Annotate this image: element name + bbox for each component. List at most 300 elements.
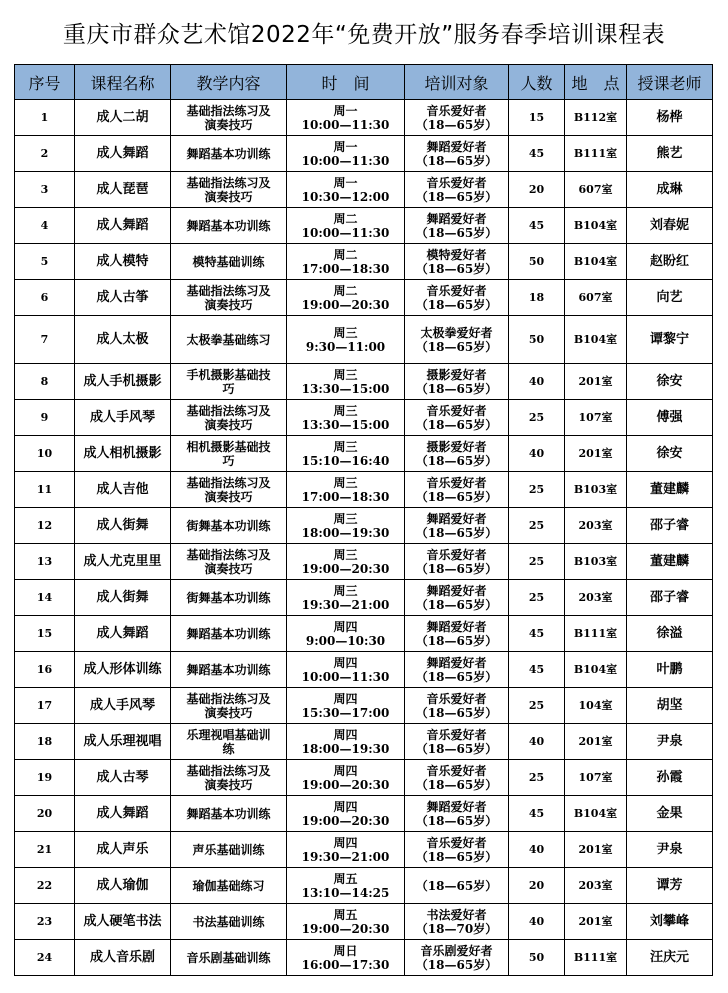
course-name-cell: 成人古筝: [75, 280, 171, 316]
content-line: 瑜伽基础练习: [192, 878, 265, 893]
content-cell: [171, 652, 287, 688]
time-range: 18:00—19:30: [301, 525, 390, 540]
table-row: [15, 724, 713, 760]
header-row: [15, 65, 713, 100]
content-cell: [171, 868, 287, 904]
teacher-cell: 杨桦: [627, 100, 713, 136]
course-name-cell: 成人音乐剧: [75, 940, 171, 976]
time-range: 19:00—20:30: [301, 813, 390, 828]
target-line: （18—65岁）: [415, 117, 498, 132]
row-number-cell: 23: [15, 904, 75, 940]
course-name-cell: 成人手风琴: [75, 400, 171, 436]
count-cell: 20: [509, 868, 565, 904]
content-cell: [171, 208, 287, 244]
weekday: 周三: [333, 583, 358, 598]
row-number-cell: 20: [15, 796, 75, 832]
weekday: 周三: [333, 367, 358, 382]
target-cell: [405, 172, 509, 208]
time-range: 13:30—15:00: [301, 417, 390, 432]
time-cell: [287, 796, 405, 832]
weekday: 周四: [333, 727, 358, 742]
target-line: （18—65岁）: [415, 489, 498, 504]
content-line: 演奏技巧: [204, 417, 253, 432]
place-cell: 107室: [565, 400, 627, 436]
count-cell: 25: [509, 544, 565, 580]
table-row: [15, 652, 713, 688]
target-cell: [405, 940, 509, 976]
weekday: 周五: [333, 871, 358, 886]
target-line: 模特爱好者: [426, 247, 487, 262]
content-cell: [171, 172, 287, 208]
course-name-cell: 成人手机摄影: [75, 364, 171, 400]
target-cell: [405, 208, 509, 244]
count-cell: 50: [509, 940, 565, 976]
target-line: 舞蹈爱好者: [426, 655, 487, 670]
header-place: 地 点: [565, 65, 627, 100]
row-number-cell: 24: [15, 940, 75, 976]
content-cell: [171, 136, 287, 172]
time-cell: [287, 136, 405, 172]
content-line: 巧: [222, 453, 235, 468]
target-line: （18—65岁）: [415, 878, 498, 893]
weekday: 周一: [333, 139, 358, 154]
target-cell: [405, 400, 509, 436]
header-count: 人数: [509, 65, 565, 100]
content-cell: [171, 508, 287, 544]
target-line: 音乐爱好者: [426, 547, 487, 562]
time-range: 19:30—21:00: [301, 597, 390, 612]
header-content: 教学内容: [171, 65, 287, 100]
target-line: （18—65岁）: [415, 339, 498, 354]
teacher-cell: 胡坚: [627, 688, 713, 724]
weekday: 周四: [333, 619, 358, 634]
count-cell: 18: [509, 280, 565, 316]
time-cell: [287, 652, 405, 688]
count-cell: 45: [509, 208, 565, 244]
target-cell: [405, 508, 509, 544]
row-number-cell: 8: [15, 364, 75, 400]
target-line: 音乐爱好者: [426, 727, 487, 742]
teacher-cell: 邵子睿: [627, 508, 713, 544]
target-line: （18—65岁）: [415, 597, 498, 612]
course-name-cell: 成人二胡: [75, 100, 171, 136]
weekday: 周五: [333, 907, 358, 922]
target-cell: [405, 580, 509, 616]
weekday: 周三: [333, 439, 358, 454]
time-cell: [287, 832, 405, 868]
table-row: [15, 136, 713, 172]
row-number-cell: 5: [15, 244, 75, 280]
target-cell: [405, 136, 509, 172]
place-cell: B111室: [565, 616, 627, 652]
teacher-cell: 孙霞: [627, 760, 713, 796]
target-line: （18—65岁）: [415, 669, 498, 684]
target-cell: [405, 280, 509, 316]
count-cell: 25: [509, 580, 565, 616]
count-cell: 50: [509, 244, 565, 280]
teacher-cell: 熊艺: [627, 136, 713, 172]
row-number-cell: 22: [15, 868, 75, 904]
table-row: [15, 508, 713, 544]
content-line: 基础指法练习及: [186, 175, 271, 190]
table-row: [15, 316, 713, 364]
header-course: 课程名称: [75, 65, 171, 100]
time-cell: [287, 544, 405, 580]
target-line: （18—65岁）: [415, 561, 498, 576]
target-cell: [405, 832, 509, 868]
place-cell: B103室: [565, 472, 627, 508]
count-cell: 25: [509, 400, 565, 436]
time-cell: [287, 100, 405, 136]
table-row: [15, 100, 713, 136]
target-cell: [405, 760, 509, 796]
place-cell: B111室: [565, 136, 627, 172]
time-cell: [287, 580, 405, 616]
teacher-cell: 谭黎宁: [627, 316, 713, 364]
count-cell: 45: [509, 796, 565, 832]
content-line: 舞蹈基本功训练: [186, 806, 271, 821]
content-cell: [171, 244, 287, 280]
time-range: 15:10—16:40: [301, 453, 390, 468]
header-target: 培训对象: [405, 65, 509, 100]
row-number-cell: 4: [15, 208, 75, 244]
teacher-cell: 尹泉: [627, 832, 713, 868]
content-line: 巧: [222, 381, 235, 396]
content-line: 街舞基本功训练: [186, 518, 271, 533]
table-row: [15, 580, 713, 616]
time-range: 19:30—21:00: [301, 849, 390, 864]
weekday: 周三: [333, 547, 358, 562]
time-range: 16:00—17:30: [301, 957, 390, 972]
content-line: 乐理视唱基础训: [186, 727, 271, 742]
content-line: 模特基础训练: [192, 254, 265, 269]
content-line: 演奏技巧: [204, 777, 253, 792]
target-line: 舞蹈爱好者: [426, 511, 487, 526]
time-range: 10:00—11:30: [301, 669, 390, 684]
count-cell: 45: [509, 136, 565, 172]
place-cell: 607室: [565, 280, 627, 316]
content-line: 基础指法练习及: [186, 403, 271, 418]
content-line: 演奏技巧: [204, 297, 253, 312]
content-line: 演奏技巧: [204, 489, 253, 504]
target-cell: [405, 868, 509, 904]
count-cell: 25: [509, 688, 565, 724]
place-cell: 203室: [565, 580, 627, 616]
table-row: [15, 544, 713, 580]
place-cell: 201室: [565, 436, 627, 472]
target-line: （18—65岁）: [415, 633, 498, 648]
content-cell: [171, 472, 287, 508]
target-line: 书法爱好者: [426, 907, 487, 922]
target-line: 摄影爱好者: [426, 367, 487, 382]
target-cell: [405, 436, 509, 472]
target-line: 音乐爱好者: [426, 475, 487, 490]
table-row: [15, 208, 713, 244]
time-range: 19:00—20:30: [301, 921, 390, 936]
page-title: 重庆市群众艺术馆2022年“免费开放”服务春季培训课程表: [62, 21, 666, 48]
teacher-cell: 汪庆元: [627, 940, 713, 976]
row-number-cell: 10: [15, 436, 75, 472]
row-number-cell: 16: [15, 652, 75, 688]
content-line: 演奏技巧: [204, 189, 253, 204]
course-name-cell: 成人街舞: [75, 580, 171, 616]
content-line: 演奏技巧: [204, 705, 253, 720]
weekday: 周二: [333, 283, 358, 298]
time-cell: [287, 724, 405, 760]
time-range: 19:00—20:30: [301, 561, 390, 576]
row-number-cell: 6: [15, 280, 75, 316]
course-name-cell: 成人街舞: [75, 508, 171, 544]
course-name-cell: 成人瑜伽: [75, 868, 171, 904]
table-row: [15, 172, 713, 208]
target-cell: [405, 904, 509, 940]
target-cell: [405, 364, 509, 400]
content-line: 舞蹈基本功训练: [186, 218, 271, 233]
content-cell: [171, 316, 287, 364]
teacher-cell: 金果: [627, 796, 713, 832]
row-number-cell: 13: [15, 544, 75, 580]
content-line: 演奏技巧: [204, 117, 253, 132]
target-line: （18—65岁）: [415, 741, 498, 756]
target-line: 音乐爱好者: [426, 763, 487, 778]
content-cell: [171, 580, 287, 616]
content-line: 手机摄影基础技: [186, 367, 271, 382]
content-cell: [171, 796, 287, 832]
place-cell: B104室: [565, 316, 627, 364]
content-cell: [171, 544, 287, 580]
time-range: 17:00—18:30: [301, 489, 390, 504]
row-number-cell: 21: [15, 832, 75, 868]
row-number-cell: 1: [15, 100, 75, 136]
row-number-cell: 18: [15, 724, 75, 760]
time-cell: [287, 436, 405, 472]
content-cell: [171, 832, 287, 868]
teacher-cell: 傅强: [627, 400, 713, 436]
time-range: 10:30—12:00: [301, 189, 390, 204]
content-line: 相机摄影基础技: [186, 439, 271, 454]
table-row: [15, 832, 713, 868]
teacher-cell: 邵子睿: [627, 580, 713, 616]
time-cell: [287, 244, 405, 280]
target-line: （18—70岁）: [415, 921, 498, 936]
time-cell: [287, 904, 405, 940]
course-name-cell: 成人声乐: [75, 832, 171, 868]
table-row: [15, 904, 713, 940]
target-cell: [405, 616, 509, 652]
course-name-cell: 成人琵琶: [75, 172, 171, 208]
course-name-cell: 成人乐理视唱: [75, 724, 171, 760]
weekday: 周三: [333, 403, 358, 418]
teacher-cell: 徐安: [627, 364, 713, 400]
target-line: （18—65岁）: [415, 777, 498, 792]
content-line: 基础指法练习及: [186, 283, 271, 298]
target-line: （18—65岁）: [415, 153, 498, 168]
target-line: （18—65岁）: [415, 261, 498, 276]
weekday: 周二: [333, 211, 358, 226]
time-range: 10:00—11:30: [301, 225, 390, 240]
table-row: [15, 436, 713, 472]
time-range: 15:30—17:00: [301, 705, 390, 720]
content-line: 街舞基本功训练: [186, 590, 271, 605]
content-line: 舞蹈基本功训练: [186, 146, 271, 161]
content-cell: [171, 364, 287, 400]
row-number-cell: 9: [15, 400, 75, 436]
course-name-cell: 成人古琴: [75, 760, 171, 796]
course-name-cell: 成人舞蹈: [75, 136, 171, 172]
place-cell: 104室: [565, 688, 627, 724]
content-line: 练: [222, 741, 235, 756]
weekday: 周三: [333, 511, 358, 526]
table-row: [15, 244, 713, 280]
target-line: 音乐爱好者: [426, 103, 487, 118]
content-line: 书法基础训练: [192, 914, 265, 929]
time-cell: [287, 172, 405, 208]
time-cell: [287, 760, 405, 796]
row-number-cell: 19: [15, 760, 75, 796]
target-line: （18—65岁）: [415, 849, 498, 864]
target-cell: [405, 652, 509, 688]
time-range: 9:00—10:30: [305, 633, 386, 648]
table-row: [15, 940, 713, 976]
target-line: 音乐剧爱好者: [420, 943, 493, 958]
course-name-cell: 成人硬笔书法: [75, 904, 171, 940]
target-cell: [405, 688, 509, 724]
place-cell: B103室: [565, 544, 627, 580]
content-line: 基础指法练习及: [186, 691, 271, 706]
place-cell: B104室: [565, 244, 627, 280]
time-range: 10:00—11:30: [301, 153, 390, 168]
course-name-cell: 成人相机摄影: [75, 436, 171, 472]
count-cell: 20: [509, 172, 565, 208]
weekday: 周四: [333, 655, 358, 670]
weekday: 周四: [333, 763, 358, 778]
time-range: 19:00—20:30: [301, 777, 390, 792]
weekday: 周二: [333, 247, 358, 262]
count-cell: 15: [509, 100, 565, 136]
count-cell: 45: [509, 652, 565, 688]
weekday: 周三: [333, 325, 358, 340]
weekday: 周三: [333, 475, 358, 490]
count-cell: 40: [509, 436, 565, 472]
time-cell: [287, 688, 405, 724]
target-cell: [405, 544, 509, 580]
content-line: 太极拳基础练习: [186, 332, 271, 347]
course-name-cell: 成人形体训练: [75, 652, 171, 688]
target-line: （18—65岁）: [415, 453, 498, 468]
time-range: 9:30—11:00: [305, 339, 386, 354]
weekday: 周四: [333, 835, 358, 850]
table-row: [15, 364, 713, 400]
table-row: [15, 616, 713, 652]
row-number-cell: 15: [15, 616, 75, 652]
content-cell: [171, 616, 287, 652]
teacher-cell: 叶鹏: [627, 652, 713, 688]
place-cell: 607室: [565, 172, 627, 208]
teacher-cell: 谭芳: [627, 868, 713, 904]
target-line: 摄影爱好者: [426, 439, 487, 454]
content-cell: [171, 724, 287, 760]
time-range: 17:00—18:30: [301, 261, 390, 276]
target-cell: [405, 244, 509, 280]
course-name-cell: 成人模特: [75, 244, 171, 280]
count-cell: 25: [509, 472, 565, 508]
target-line: （18—65岁）: [415, 417, 498, 432]
target-line: 音乐爱好者: [426, 403, 487, 418]
row-number-cell: 3: [15, 172, 75, 208]
target-line: 舞蹈爱好者: [426, 799, 487, 814]
time-range: 18:00—19:30: [301, 741, 390, 756]
place-cell: 201室: [565, 832, 627, 868]
time-cell: [287, 868, 405, 904]
time-cell: [287, 208, 405, 244]
time-range: 13:30—15:00: [301, 381, 390, 396]
time-range: 19:00—20:30: [301, 297, 390, 312]
content-line: 基础指法练习及: [186, 103, 271, 118]
target-line: 音乐爱好者: [426, 175, 487, 190]
target-cell: [405, 796, 509, 832]
time-cell: [287, 316, 405, 364]
content-cell: [171, 400, 287, 436]
course-name-cell: 成人舞蹈: [75, 208, 171, 244]
teacher-cell: 徐安: [627, 436, 713, 472]
target-cell: [405, 724, 509, 760]
place-cell: B104室: [565, 652, 627, 688]
course-name-cell: 成人舞蹈: [75, 796, 171, 832]
table-row: [15, 688, 713, 724]
target-cell: [405, 316, 509, 364]
content-line: 声乐基础训练: [192, 842, 265, 857]
count-cell: 50: [509, 316, 565, 364]
content-line: 音乐剧基础训练: [186, 950, 271, 965]
content-cell: [171, 688, 287, 724]
course-name-cell: 成人太极: [75, 316, 171, 364]
count-cell: 40: [509, 904, 565, 940]
place-cell: 201室: [565, 724, 627, 760]
time-cell: [287, 940, 405, 976]
row-number-cell: 12: [15, 508, 75, 544]
count-cell: 40: [509, 724, 565, 760]
place-cell: 203室: [565, 508, 627, 544]
content-cell: [171, 904, 287, 940]
content-line: 舞蹈基本功训练: [186, 662, 271, 677]
count-cell: 40: [509, 364, 565, 400]
table-row: [15, 472, 713, 508]
time-cell: [287, 508, 405, 544]
target-line: 太极拳爱好者: [420, 325, 493, 340]
target-line: （18—65岁）: [415, 381, 498, 396]
teacher-cell: 尹泉: [627, 724, 713, 760]
place-cell: 201室: [565, 904, 627, 940]
table-row: [15, 280, 713, 316]
count-cell: 25: [509, 508, 565, 544]
target-line: （18—65岁）: [415, 705, 498, 720]
target-line: 音乐爱好者: [426, 691, 487, 706]
teacher-cell: 刘春妮: [627, 208, 713, 244]
course-name-cell: 成人吉他: [75, 472, 171, 508]
content-line: 演奏技巧: [204, 561, 253, 576]
row-number-cell: 14: [15, 580, 75, 616]
place-cell: 203室: [565, 868, 627, 904]
teacher-cell: 刘攀峰: [627, 904, 713, 940]
time-range: 13:10—14:25: [301, 885, 390, 900]
place-cell: 201室: [565, 364, 627, 400]
course-name-cell: 成人舞蹈: [75, 616, 171, 652]
place-cell: B112室: [565, 100, 627, 136]
count-cell: 40: [509, 832, 565, 868]
place-cell: B104室: [565, 208, 627, 244]
time-cell: [287, 364, 405, 400]
time-cell: [287, 472, 405, 508]
